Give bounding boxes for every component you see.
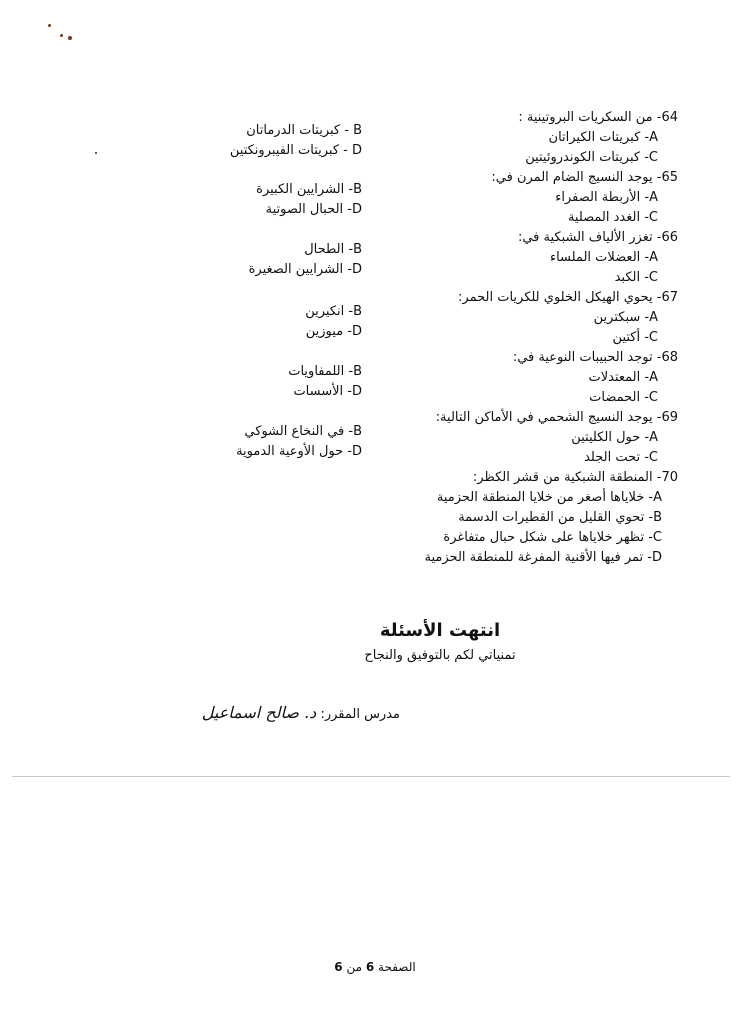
teacher-signature: د. صالح اسماعيل [201, 703, 317, 722]
option-d: D- الشرايين الصغيرة [248, 262, 362, 277]
option-a: A- سبكترين [593, 310, 658, 325]
option-a: A- المعتدلات [588, 370, 658, 385]
current-page: 6 [365, 960, 375, 974]
page-number [0, 960, 750, 974]
option-b: B- في النخاع الشوكي [244, 424, 362, 439]
option-a: A- حول الكليتين [571, 430, 658, 445]
question-65-side-options [102, 180, 362, 220]
question-67-side-options [102, 302, 362, 342]
course-teacher-line [202, 703, 400, 722]
end-of-questions-heading: انتهت الأسئلة [379, 620, 501, 641]
option-a: A- خلاياها أصغر من خلايا المنطقة الحزمية [436, 490, 662, 505]
option-c: C- أكتين [612, 330, 658, 345]
question-stem: 64- من السكريات البروتينية : [518, 110, 678, 125]
question-stem: 66- تغزر الألياف الشبكية في: [517, 230, 678, 245]
option-b: B- اللمفاويات [288, 364, 362, 379]
question-stem: 70- المنطقة الشبكية من قشر الكظر: [472, 470, 678, 485]
option-b: B- الطحال [304, 242, 362, 257]
option-c: C- الكبد [614, 270, 658, 285]
option-c: C- الحمضات [589, 390, 658, 405]
teacher-label: مدرس المقرر: [320, 707, 400, 722]
option-d: D- تمر فيها الأقنية المفرغة للمنطقة الحزمية [424, 550, 662, 565]
question-64 [358, 108, 678, 168]
question-66-side-options [102, 240, 362, 280]
option-c: C- تحت الجلد [584, 450, 658, 465]
option-c: C- كبريتات الكوندروئيتين [525, 150, 658, 165]
option-a: A- كبريتات الكيراتان [548, 130, 658, 145]
question-68 [358, 348, 678, 408]
of-word: من [346, 960, 363, 974]
ink-speck [48, 24, 51, 27]
option-d: D- ميوزين [305, 324, 362, 339]
option-a: A- العضلات الملساء [549, 250, 658, 265]
option-b: B - كبريتات الدرماتان [246, 123, 362, 138]
page-divider [12, 776, 730, 777]
question-70 [358, 468, 678, 568]
question-64-side-options [102, 121, 362, 161]
good-luck-message: تمنياتي لكم بالتوفيق والنجاح [364, 648, 516, 663]
question-stem: 68- توجد الحبيبات النوعية في: [512, 350, 678, 365]
question-stem: 67- يحوي الهيكل الخلوي للكريات الحمر: [458, 290, 678, 305]
option-d: D- حول الأوعية الدموية [236, 444, 362, 459]
ink-speck [60, 34, 63, 37]
option-c: C- الغدد المصلية [567, 210, 658, 225]
question-66 [358, 228, 678, 288]
question-67 [358, 288, 678, 348]
question-stem: 69- يوجد النسيج الشحمي في الأماكن التالية: [435, 410, 678, 425]
option-b: B- تحوي القليل من القطيرات الدسمة [458, 510, 662, 525]
page-word: الصفحة [378, 960, 416, 974]
option-a: A- الأربطة الصفراء [555, 190, 658, 205]
question-68-side-options [102, 362, 362, 402]
ink-speck [68, 36, 72, 40]
option-c: C- تظهر خلاياها على شكل حبال متفاغرة [443, 530, 662, 545]
question-69-side-options [102, 422, 362, 462]
question-65 [358, 168, 678, 228]
ink-speck [95, 152, 97, 154]
option-d: D- الأسسات [293, 384, 362, 399]
option-d: D- الحبال الصوتية [265, 202, 362, 217]
total-pages: 6 [334, 960, 343, 974]
option-b: B- انكيرين [305, 304, 362, 319]
question-69 [358, 408, 678, 468]
option-b: B- الشرايين الكبيرة [256, 182, 362, 197]
question-stem: 65- يوجد النسيج الضام المرن في: [491, 170, 678, 185]
option-d: D - كبريتات الفيبرونكتين [229, 143, 362, 158]
